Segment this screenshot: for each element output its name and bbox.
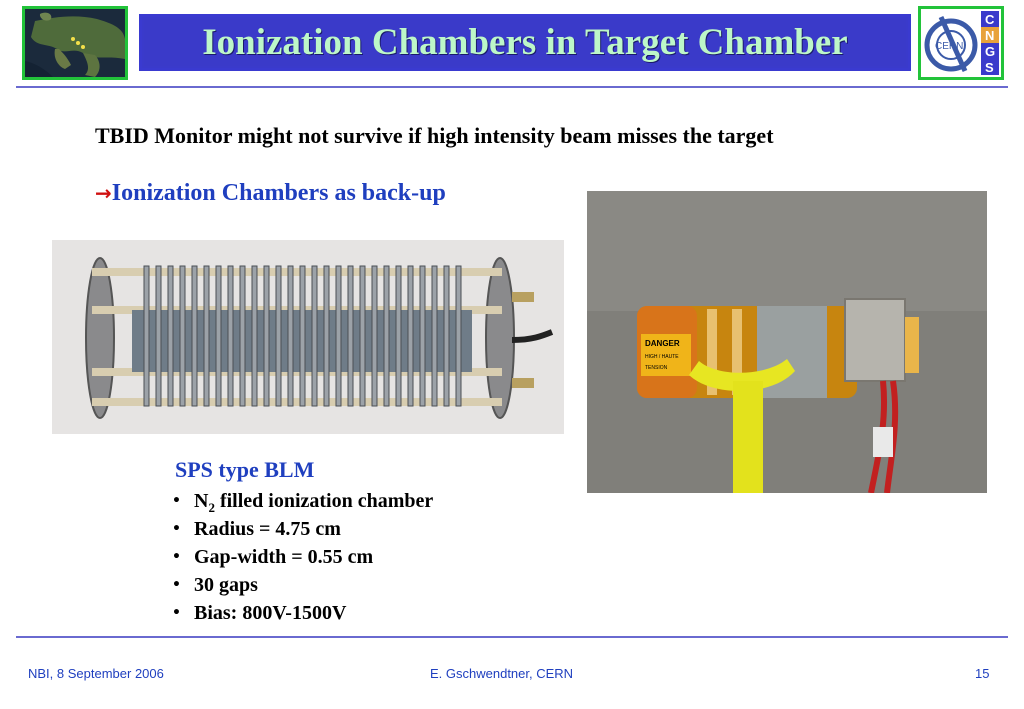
tbid-statement: TBID Monitor might not survive if high intensity beam misses the target xyxy=(95,123,774,148)
logo-letter-c: C xyxy=(985,12,995,27)
spec-heading: SPS type BLM xyxy=(175,457,315,482)
cern-logo-text: CERN xyxy=(935,41,964,52)
slide-title: Ionization Chambers in Target Chamber xyxy=(202,22,848,63)
spec-item-gap-width: • Gap-width = 0.55 cm xyxy=(172,543,433,571)
spec-item-radius: • Radius = 4.75 cm xyxy=(172,515,433,543)
logo-letter-g: G xyxy=(985,44,996,59)
bullet-icon: • xyxy=(172,577,181,593)
ionization-chamber-photo xyxy=(52,240,564,434)
footer-divider xyxy=(16,636,1008,638)
europe-map-graphic xyxy=(25,9,125,77)
spec-list xyxy=(172,487,433,627)
bullet-icon: • xyxy=(172,549,181,565)
title-banner xyxy=(139,14,911,71)
danger-label-line3: TENSION xyxy=(645,365,668,371)
header-divider xyxy=(16,86,1008,88)
installed-chamber-photo xyxy=(587,191,987,493)
footer-author: E. Gschwendtner, CERN xyxy=(430,666,574,681)
europe-map-image xyxy=(22,6,128,80)
footer-date: NBI, 8 September 2006 xyxy=(28,666,164,681)
installed-illustration xyxy=(587,191,987,493)
spec-item-gas: • $N_2$ filled ionization chamber xyxy=(172,487,433,515)
logo-letter-n: N xyxy=(985,28,995,43)
spec-item-bias: • Bias: 800V-1500V xyxy=(172,599,433,627)
logo-letter-s: S xyxy=(985,60,994,75)
danger-label-line2: HIGH / HAUTE xyxy=(645,354,679,360)
cern-cngs-logo xyxy=(918,6,1004,80)
arrow-right-icon: → xyxy=(95,181,112,205)
spec-item-gaps: • 30 gaps xyxy=(172,571,433,599)
backup-statement xyxy=(95,180,446,207)
bullet-icon: • xyxy=(172,605,181,621)
bullet-icon: • xyxy=(172,493,181,509)
danger-label-line1: DANGER xyxy=(645,339,680,348)
chamber-illustration xyxy=(52,240,564,434)
cern-logo-graphic xyxy=(921,9,1001,77)
backup-text: Ionization Chambers as back-up xyxy=(111,180,446,206)
bullet-icon: • xyxy=(172,521,181,537)
page-number: 15 xyxy=(975,666,990,681)
